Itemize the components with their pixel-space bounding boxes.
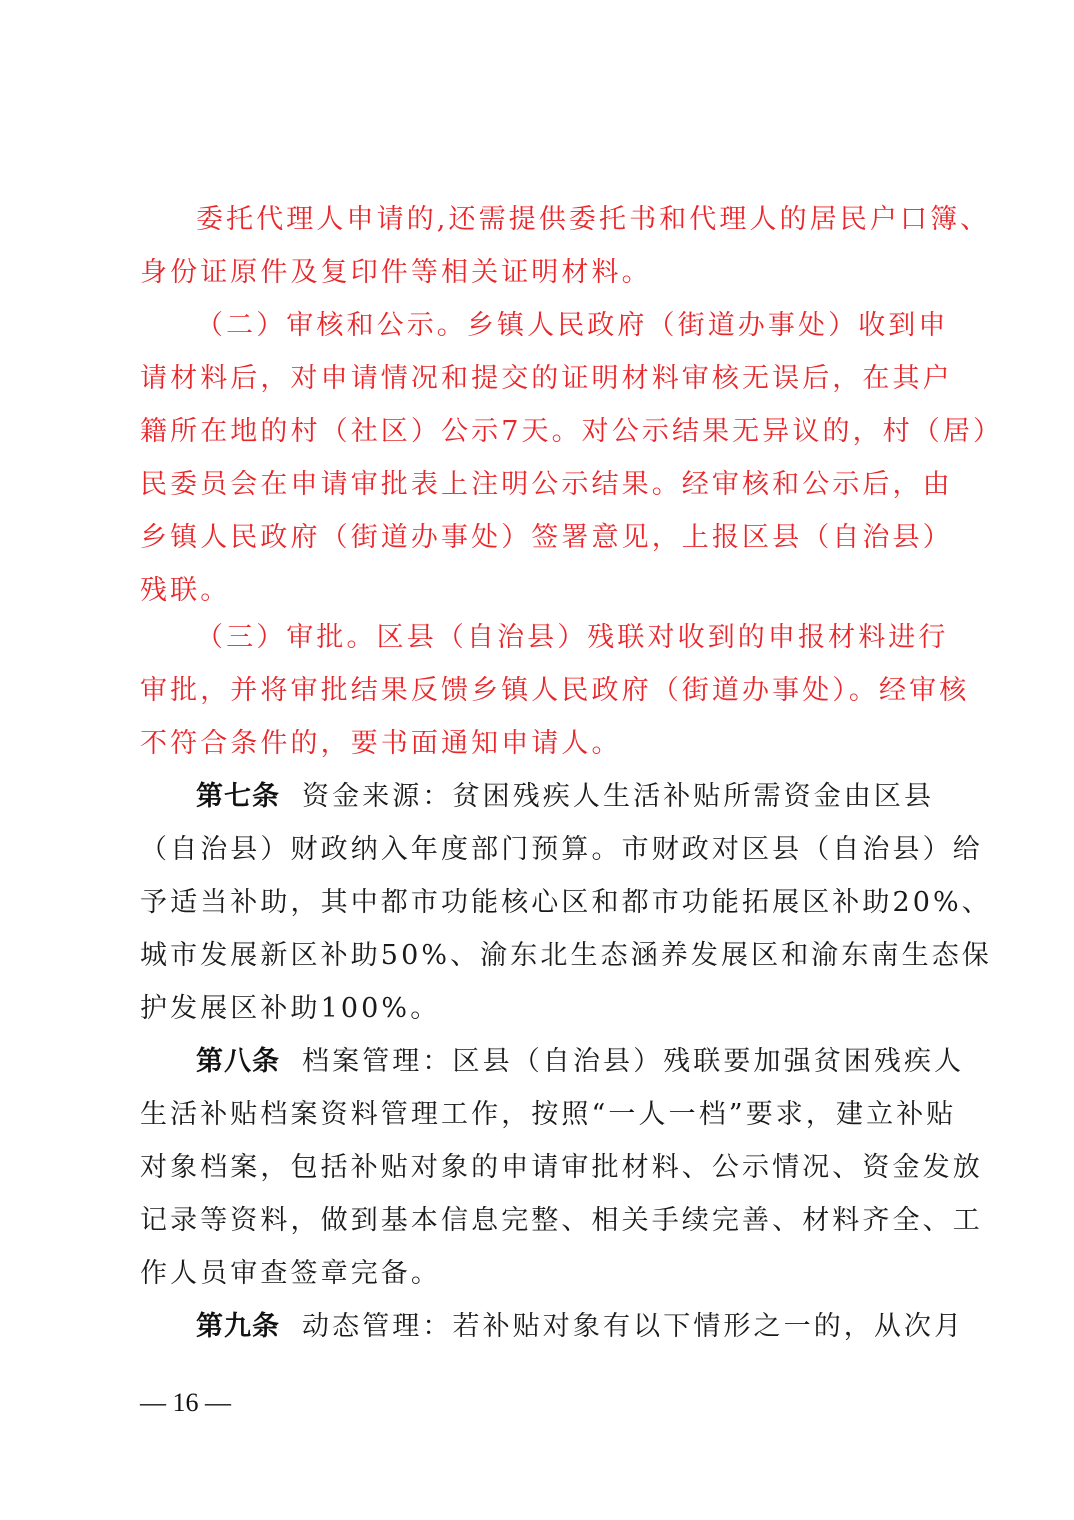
text-line: （二）审核和公示。乡镇人民政府（街道办事处）收到申 [196,310,949,341]
text-line: 城市发展新区补助50%、渝东北生态涵养发展区和渝东南生态保 [140,940,992,971]
text-segment: 动态管理：若补贴对象有以下情形之一的，从次月 [302,1311,965,1342]
text-line: 作人员审查签章完备。 [140,1258,441,1289]
text-line: （自治县）财政纳入年度部门预算。市财政对区县（自治县）给 [140,834,983,865]
text-line: 不符合条件的，要书面通知申请人。 [140,728,622,759]
text-line: 记录等资料，做到基本信息完整、相关手续完善、材料齐全、工 [140,1205,983,1236]
text-line: 乡镇人民政府（街道办事处）签署意见，上报区县（自治县） [140,522,953,553]
text-line: 请材料后，对申请情况和提交的证明材料审核无误后，在其户 [140,363,953,394]
text-segment: 档案管理：区县（自治县）残联要加强贫困残疾人 [302,1046,965,1077]
text-line: 予适当补助，其中都市功能核心区和都市功能拓展区补助20%、 [140,887,992,918]
text-line: 生活补贴档案资料管理工作，按照“一人一档”要求，建立补贴 [140,1099,957,1130]
text-line: 身份证原件及复印件等相关证明材料。 [140,257,652,288]
article-first-line [196,777,942,817]
article-first-line [196,1307,965,1347]
text-line: （三）审批。区县（自治县）残联对收到的申报材料进行 [196,622,949,653]
article-label: 第九条 [196,1311,280,1342]
text-line: 籍所在地的村（社区）公示7天。对公示结果无异议的，村（居） [140,416,1004,447]
article-first-line [196,1042,965,1082]
text-segment: 资金来源：贫困残疾人生活补贴所需资金由区县 [302,781,935,812]
text-line: 护发展区补助100%。 [140,993,441,1024]
page-number: — 16 — [140,1388,231,1417]
article-label: 第八条 [196,1046,280,1077]
text-line: 残联。 [140,575,231,606]
text-line: 委托代理人申请的,还需提供委托书和代理人的居民户口簿、 [196,204,991,235]
article-label: 第七条 [196,781,280,812]
text-line: 对象档案，包括补贴对象的申请审批材料、公示情况、资金发放 [140,1152,983,1183]
text-line: 审批，并将审批结果反馈乡镇人民政府（街道办事处）。经审核 [140,675,970,706]
text-line: 民委员会在申请审批表上注明公示结果。经审核和公示后，由 [140,469,953,500]
